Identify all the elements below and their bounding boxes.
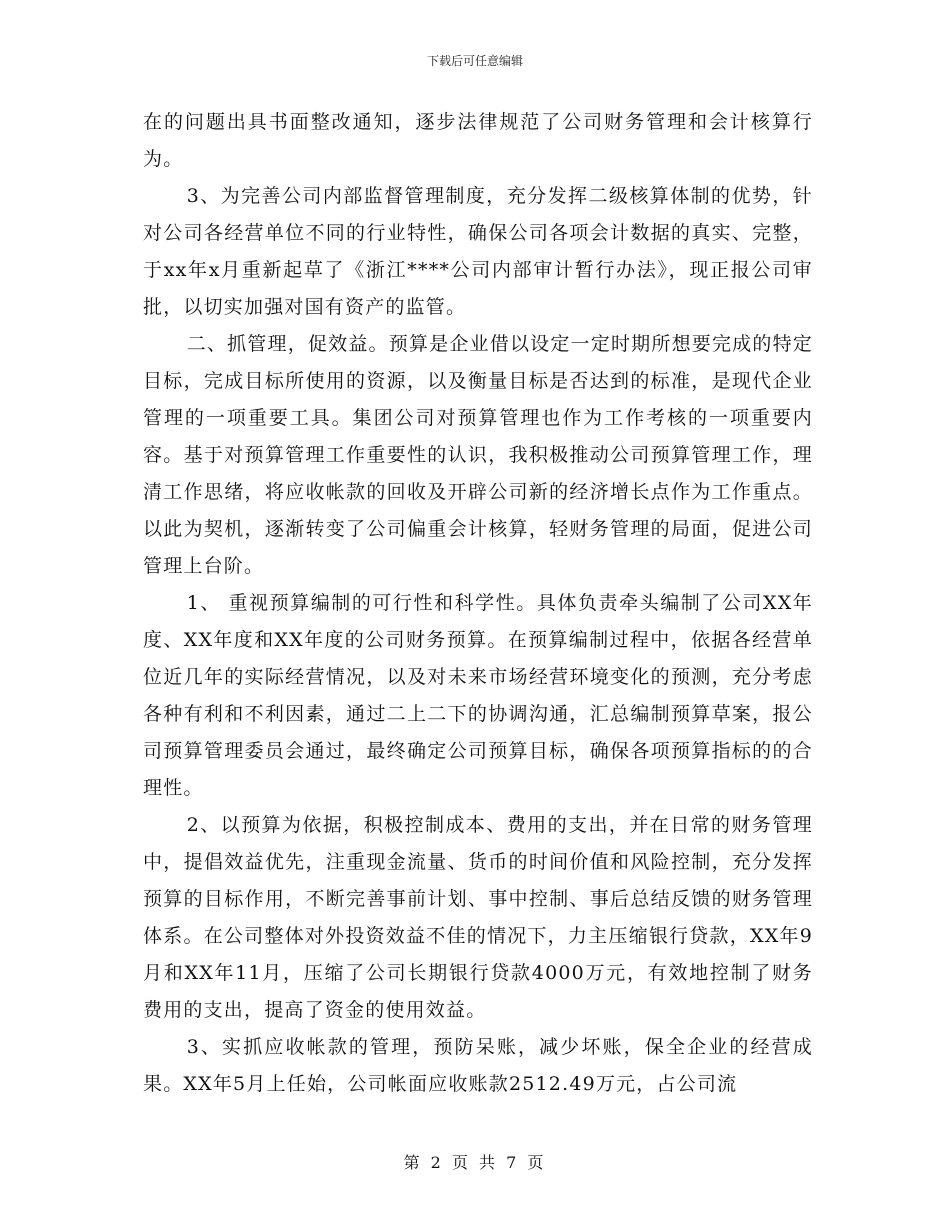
- paragraph-continuation: 在的问题出具书面整改通知，逐步法律规范了公司财务管理和会计核算行为。: [143, 111, 813, 170]
- page-number-footer: 第 2 页 共 7 页: [403, 1153, 547, 1172]
- paragraph-cost-control: 2、以预算为依据，积极控制成本、费用的支出，并在日常的财务管理中，提倡效益优先，注重现金流量、货币的时间价值和风险控制，充分发挥预算的目标作用，不断完善事前计划、事中控制、事后总结反馈的财务管理体系。在公司整体对外投资效益不佳的情况下，力主压缩银行贷款，XX年9月和XX年11月，压缩了公司长期银行贷款4000万元，有效地控制了财务费用的支出，提高了资金的使用效益。: [143, 814, 813, 1021]
- paragraph-budget-preparation: 1、 重视预算编制的可行性和科学性。具体负责牵头编制了公司XX年度、XX年度和XX年度的公司财务预算。在预算编制过程中，依据各经营单位近几年的实际经营情况，以及对未来市场经营环境变化的预测，充分考虑各种有利和不利因素，通过二上二下的协调沟通，汇总编制预算草案，报公司预算管理委员会通过，最终确定公司预算目标，确保各项预算指标的的合理性。: [143, 592, 813, 799]
- page-header: 下载后可任意编辑: [426, 54, 523, 68]
- document-body: [143, 104, 813, 1103]
- paragraph-budget-management: 二、抓管理，促效益。预算是企业借以设定一定时期所想要完成的特定目标，完成目标所使用的资源，以及衡量目标是否达到的标准，是现代企业管理的一项重要工具。集团公司对预算管理也作为工作考核的一项重要内容。基于对预算管理工作重要性的认识，我积极推动公司预算管理工作，理清工作思绪，将应收帐款的回收及开辟公司新的经济增长点作为工作重点。以此为契机，逐渐转变了公司偏重会计核算，轻财务管理的局面，促进公司管理上台阶。: [143, 333, 813, 577]
- paragraph-receivables: 3、实抓应收帐款的管理，预防呆账，减少坏账，保全企业的经营成果。XX年5月上任始，公司帐面应收账款2512.49万元，占公司流: [143, 1036, 813, 1095]
- paragraph-audit-measures: 3、为完善公司内部监督管理制度，充分发挥二级核算体制的优势，针对公司各经营单位不同的行业特性，确保公司各项会计数据的真实、完整，于xx年x月重新起草了《浙江****公司内部审计暂行办法》，现正报公司审批，以切实加强对国有资产的监管。: [143, 185, 813, 318]
